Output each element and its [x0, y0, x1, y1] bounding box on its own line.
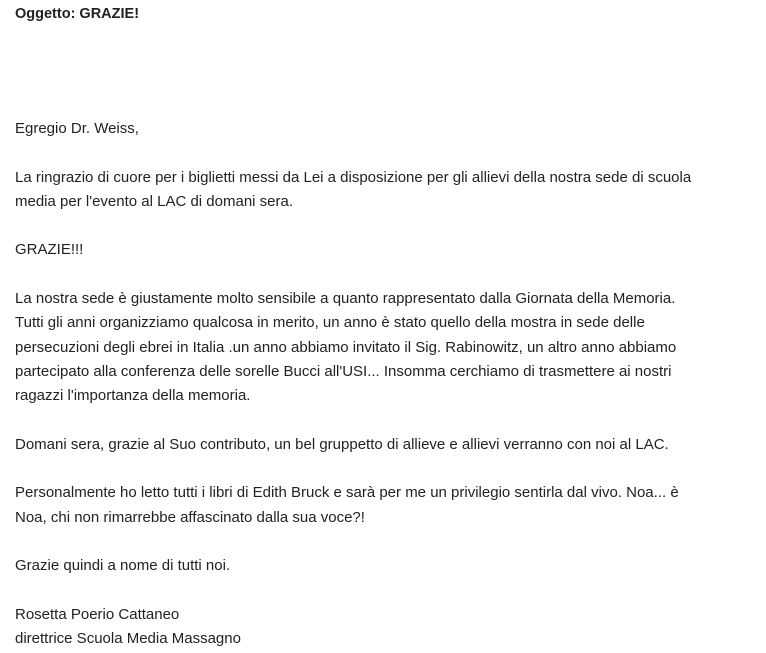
text-line: Noa, chi non rimarrebbe affascinato dalla sua voce?! — [15, 508, 365, 526]
paragraph-grazie: GRAZIE!!! — [15, 241, 84, 259]
paragraph-personal — [15, 481, 755, 530]
text-line: ragazzi l'importanza della memoria. — [15, 387, 251, 405]
email-body — [15, 117, 755, 652]
text-line: Personalmente ho letto tutti i libri di Edith Bruck e sarà per me un privilegio sentirla dal vivo. Noa... è — [15, 484, 679, 502]
text-line: persecuzioni degli ebrei in Italia .un anno abbiamo invitato il Sig. Rabinowitz, un altro anno abbiamo — [15, 338, 677, 356]
text-line: partecipato alla conferenza delle sorelle Bucci all'USI... Insomma cerchiamo di trasmettere ai nostri — [15, 362, 672, 380]
signature-name: Rosetta Poerio Cattaneo — [15, 605, 180, 623]
email-subject: Oggetto: GRAZIE! — [15, 6, 140, 22]
salutation: Egregio Dr. Weiss, — [15, 120, 139, 137]
paragraph-closing: Grazie quindi a nome di tutti noi. — [15, 557, 231, 575]
text-line: media per l'evento al LAC di domani sera. — [15, 192, 294, 210]
text-line: La nostra sede è giustamente molto sensibile a quanto rappresentato dalla Giornata della Memoria. — [15, 290, 676, 308]
signature — [15, 603, 755, 652]
paragraph-memory — [15, 287, 755, 408]
paragraph-thanks — [15, 166, 755, 215]
paragraph-tomorrow: Domani sera, grazie al Suo contributo, un bel gruppetto di allieve e allievi verranno con noi al LAC. — [15, 435, 669, 453]
text-line: La ringrazio di cuore per i biglietti messi da Lei a disposizione per gli allievi della nostra sede di scuola — [15, 168, 692, 186]
text-line: Tutti gli anni organizziamo qualcosa in merito, un anno è stato quello della mostra in sede delle — [15, 314, 645, 332]
signature-title: direttrice Scuola Media Massagno — [15, 630, 241, 648]
